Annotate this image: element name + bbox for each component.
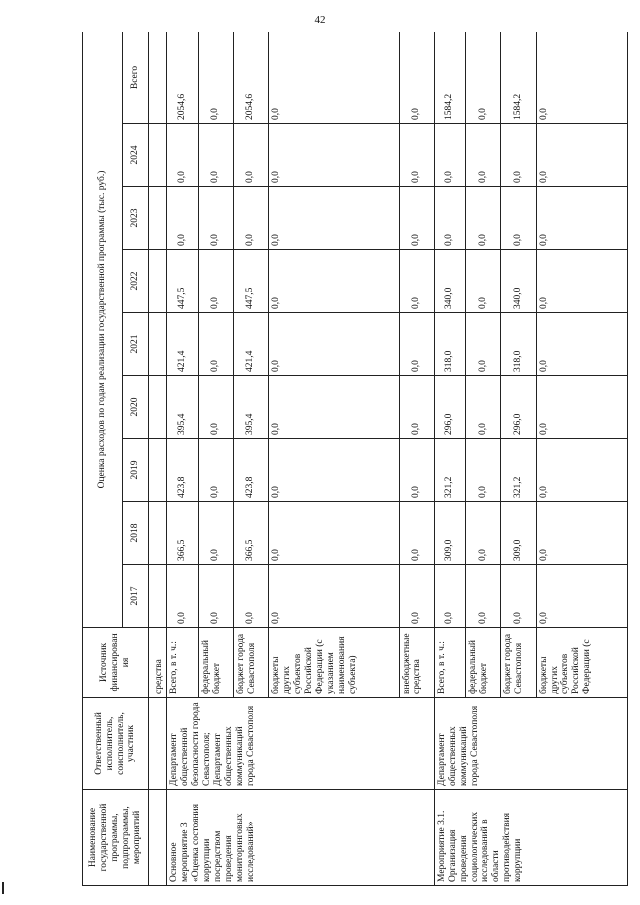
budget-table-area (82, 32, 628, 886)
value-cell: 0,0 (399, 313, 434, 376)
value-cell: 318,0 (501, 313, 536, 376)
source-cell: Всего, в т. ч.: (434, 628, 465, 698)
value-cell: 321,2 (434, 439, 465, 502)
value-cell: 0,0 (536, 502, 627, 565)
value-cell: 0,0 (198, 187, 233, 250)
value-cell: 423,8 (167, 439, 198, 502)
value-cell: 0,0 (399, 187, 434, 250)
value-cell: 0,0 (501, 565, 536, 628)
value-cell: 0,0 (434, 565, 465, 628)
value-cell: 0,0 (536, 565, 627, 628)
value-cell: 0,0 (269, 502, 400, 565)
value-cell: 0,0 (399, 502, 434, 565)
total-cell: 0,0 (269, 32, 400, 124)
rotated-table-container (82, 32, 628, 886)
value-cell: 421,4 (233, 313, 268, 376)
value-cell: 0,0 (198, 502, 233, 565)
value-cell: 423,8 (233, 439, 268, 502)
value-cell: 0,0 (399, 376, 434, 439)
source-cell: бюджет города Севастополя (233, 628, 268, 698)
header-year: 2021 (123, 313, 149, 376)
table-cell (149, 250, 167, 313)
executor-cell: Департамент общественных коммуникаций города Севастополя (434, 698, 627, 790)
source-cell (149, 628, 167, 698)
source-cell: бюджеты других субъектов Российской Федерации (с (536, 628, 627, 698)
value-cell: 0,0 (167, 187, 198, 250)
source-cell: бюджет города Севастополя (501, 628, 536, 698)
value-cell: 340,0 (501, 250, 536, 313)
value-cell: 0,0 (269, 376, 400, 439)
value-cell: 0,0 (233, 187, 268, 250)
source-cell: внебюджетные средства (399, 628, 434, 698)
value-cell: 0,0 (501, 187, 536, 250)
value-cell: 296,0 (501, 376, 536, 439)
value-cell: 0,0 (399, 250, 434, 313)
header-source: Источник финансирования (83, 628, 149, 698)
value-cell: 0,0 (466, 124, 501, 187)
value-cell: 0,0 (269, 250, 400, 313)
header-row-top (83, 32, 123, 886)
value-cell: 0,0 (536, 376, 627, 439)
table-row (167, 32, 198, 886)
total-cell: 1584,2 (434, 32, 465, 124)
value-cell: 0,0 (198, 376, 233, 439)
value-cell: 0,0 (434, 187, 465, 250)
value-cell: 0,0 (269, 124, 400, 187)
value-cell: 395,4 (167, 376, 198, 439)
value-cell: 0,0 (399, 124, 434, 187)
table-cell (149, 187, 167, 250)
budget-table (82, 32, 628, 886)
value-cell: 366,5 (233, 502, 268, 565)
value-cell: 0,0 (167, 124, 198, 187)
total-cell: 0,0 (466, 32, 501, 124)
value-cell: 309,0 (501, 502, 536, 565)
header-executor: Ответственный исполнитель, соисполнитель, участник (83, 698, 149, 790)
source-fragment: средства (154, 659, 165, 694)
value-cell: 421,4 (167, 313, 198, 376)
value-cell: 0,0 (434, 124, 465, 187)
value-cell: 296,0 (434, 376, 465, 439)
page-number: 42 (314, 14, 326, 26)
value-cell: 0,0 (399, 439, 434, 502)
source-cell: федеральный бюджет (198, 628, 233, 698)
table-cell (149, 565, 167, 628)
source-cell: бюджеты других субъектов Российской Федерации (с указанием наименования субъекта) (269, 628, 400, 698)
value-cell: 0,0 (198, 250, 233, 313)
header-year: 2017 (123, 565, 149, 628)
total-cell: 0,0 (536, 32, 627, 124)
value-cell: 0,0 (466, 313, 501, 376)
total-cell: 2054,6 (167, 32, 198, 124)
table-row (434, 32, 465, 886)
table-cell (149, 502, 167, 565)
value-cell: 0,0 (536, 439, 627, 502)
header-year: 2024 (123, 124, 149, 187)
value-cell: 0,0 (466, 502, 501, 565)
value-cell: 0,0 (167, 565, 198, 628)
value-cell: 0,0 (198, 565, 233, 628)
value-cell: 321,2 (501, 439, 536, 502)
value-cell: 309,0 (434, 502, 465, 565)
value-cell: 0,0 (198, 313, 233, 376)
value-cell: 0,0 (536, 313, 627, 376)
table-cell (149, 439, 167, 502)
value-cell: 0,0 (466, 439, 501, 502)
value-cell: 340,0 (434, 250, 465, 313)
source-cell: федеральный бюджет (466, 628, 501, 698)
total-cell: 2054,6 (233, 32, 268, 124)
table-cell (149, 790, 167, 886)
value-cell: 0,0 (233, 565, 268, 628)
value-cell: 447,5 (167, 250, 198, 313)
value-cell: 0,0 (399, 565, 434, 628)
value-cell: 0,0 (269, 565, 400, 628)
continuation-row (149, 32, 167, 886)
value-cell: 0,0 (233, 124, 268, 187)
value-cell: 0,0 (269, 187, 400, 250)
value-cell: 0,0 (466, 376, 501, 439)
value-cell: 366,5 (167, 502, 198, 565)
value-cell: 0,0 (269, 439, 400, 502)
value-cell: 0,0 (536, 250, 627, 313)
total-cell: 0,0 (399, 32, 434, 124)
value-cell: 0,0 (536, 124, 627, 187)
header-estimate: Оценка расходов по годам реализации государственной программы (тыс. руб.) (83, 32, 123, 628)
header-year: 2019 (123, 439, 149, 502)
header-name: Наименование государственной программы, подпрограммы, мероприятий (83, 790, 149, 886)
header-year: 2022 (123, 250, 149, 313)
table-cell (149, 698, 167, 790)
header-year: 2023 (123, 187, 149, 250)
value-cell: 318,0 (434, 313, 465, 376)
value-cell: 0,0 (466, 565, 501, 628)
value-cell: 0,0 (198, 439, 233, 502)
value-cell: 0,0 (466, 250, 501, 313)
source-cell: Всего, в т. ч.: (167, 628, 198, 698)
table-cell (149, 124, 167, 187)
table-cell (149, 376, 167, 439)
table-cell (149, 32, 167, 124)
value-cell: 0,0 (466, 187, 501, 250)
scan-artifact-mark (2, 882, 4, 894)
value-cell: 0,0 (536, 187, 627, 250)
value-cell: 0,0 (269, 313, 400, 376)
executor-cell: Департамент общественной безопасности города Севастополя; Департамент общественных коммуникаций города Севастополя (167, 698, 435, 790)
activity-name-cell: Основное мероприятие 3 «Оценка состояния коррупции посредством проведения мониторинговых исследований» (167, 790, 435, 886)
header-year: 2020 (123, 376, 149, 439)
total-cell: 0,0 (198, 32, 233, 124)
table-cell (149, 313, 167, 376)
total-cell: 1584,2 (501, 32, 536, 124)
value-cell: 0,0 (198, 124, 233, 187)
value-cell: 0,0 (501, 124, 536, 187)
value-cell: 447,5 (233, 250, 268, 313)
value-cell: 395,4 (233, 376, 268, 439)
header-year: 2018 (123, 502, 149, 565)
header-total: Всего (123, 32, 149, 124)
activity-name-cell: Мероприятие 3.1. Организация проведения социологических исследований в области противодействия коррупции (434, 790, 627, 886)
